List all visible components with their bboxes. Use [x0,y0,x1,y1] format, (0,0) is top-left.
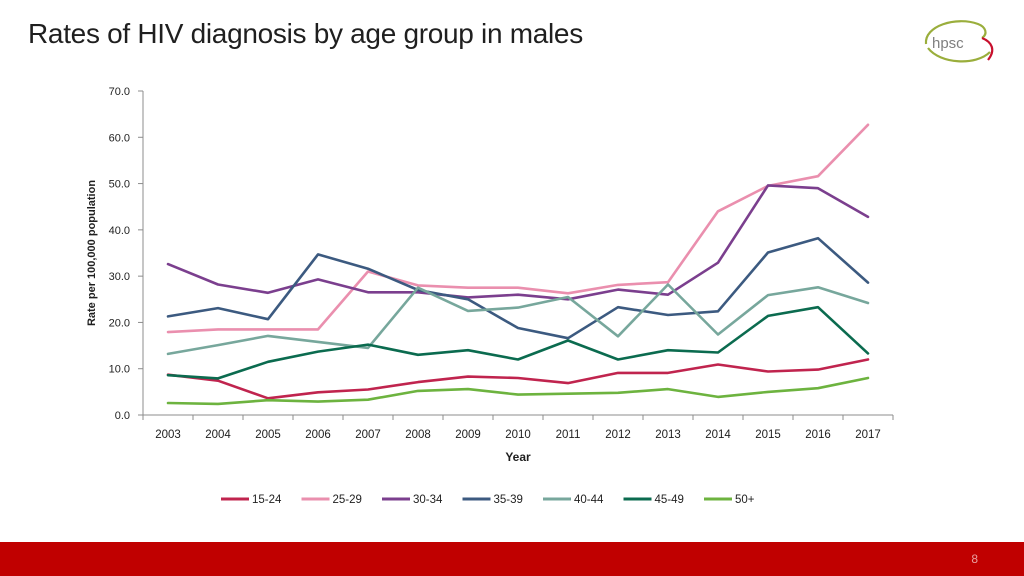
x-tick-label: 2009 [455,429,481,441]
y-axis [109,86,143,422]
y-tick-label: 50.0 [108,178,130,191]
x-tick-label: 2005 [255,429,281,441]
series-line-25-29 [168,125,868,332]
y-tick-label: 0.0 [114,410,130,422]
x-tick-label: 2015 [755,429,781,441]
legend-label-35-39: 35-39 [493,494,523,506]
legend-label-50+: 50+ [735,494,755,506]
x-axis-title: Year [505,450,531,464]
x-tick-label: 2017 [855,429,881,441]
legend [221,494,755,506]
x-tick-label: 2016 [805,429,831,441]
x-tick-label: 2014 [705,429,731,441]
legend-label-25-29: 25-29 [332,494,362,506]
x-tick-label: 2006 [305,429,331,441]
logo-text: hpsc [932,35,964,52]
y-tick-label: 20.0 [108,317,130,330]
series-line-30-34 [168,185,868,299]
x-tick-label: 2007 [355,429,381,441]
legend-label-40-44: 40-44 [574,494,604,506]
y-tick-label: 40.0 [108,224,130,237]
page-number: 8 [971,552,978,566]
x-tick-label: 2004 [205,429,231,441]
y-tick-label: 30.0 [108,271,130,284]
x-tick-label: 2010 [505,429,531,441]
footer-bar [0,542,1024,576]
slide-title: Rates of HIV diagnosis by age group in males [28,18,583,49]
y-tick-label: 60.0 [108,132,130,145]
x-tick-label: 2008 [405,429,431,441]
y-axis-title: Rate per 100,000 population [86,179,98,327]
x-tick-label: 2012 [605,429,631,441]
y-tick-label: 70.0 [108,86,130,98]
x-tick-label: 2003 [155,429,181,441]
x-axis [143,415,893,441]
legend-label-45-49: 45-49 [654,494,684,506]
series-line-45-49 [168,307,868,378]
legend-label-30-34: 30-34 [413,494,443,506]
y-tick-label: 10.0 [108,363,130,376]
x-tick-label: 2013 [655,429,681,441]
series-line-50+ [168,378,868,404]
legend-label-15-24: 15-24 [252,494,282,506]
x-tick-label: 2011 [555,429,581,441]
series-lines [168,125,868,404]
